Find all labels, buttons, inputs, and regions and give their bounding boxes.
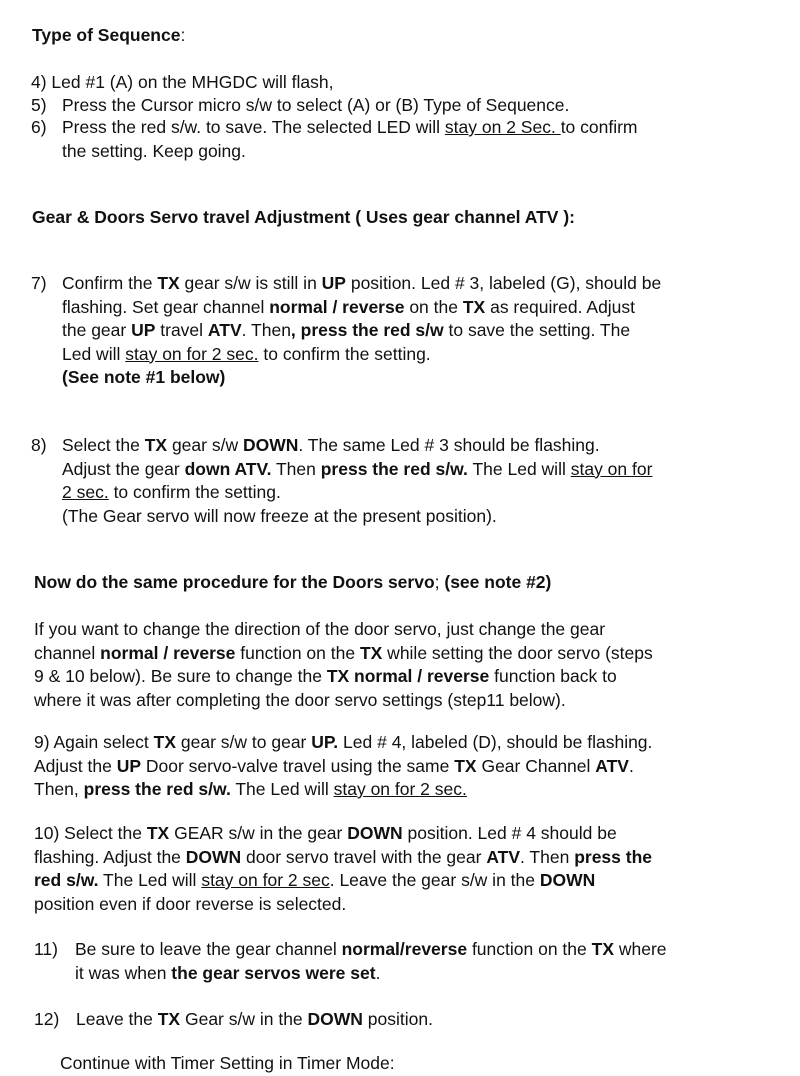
step-number: 12) — [34, 1009, 60, 1029]
continue-note-text: Continue with Timer Setting in Timer Mode: — [60, 1053, 395, 1073]
step-6-text: Press the red s/w. to save. The selected LED will stay on 2 Sec. to confirm the setting. Keep going. — [62, 117, 638, 161]
heading-text: Now do the same procedure for the Doors servo — [34, 572, 435, 592]
continue-note — [60, 1052, 395, 1076]
step-4 — [31, 71, 333, 95]
section-heading-type-of-sequence — [32, 24, 185, 48]
step-8-text: Select the TX gear s/w DOWN. The same Led # 3 should be flashing. Adjust the gear down ATV. Then press the red s/w. The Led will stay on for 2 sec. to confirm the setting. (The Gear servo will now freeze at the present position). — [62, 435, 653, 526]
step-12-text: Leave the TX Gear s/w in the DOWN position. — [76, 1009, 433, 1029]
section-heading-doors-servo: Now do the same procedure for the Doors servo; (see note #2) — [34, 572, 552, 592]
step-number: 11) — [34, 939, 58, 959]
note-reference: (See note #1 below) — [62, 367, 226, 387]
underline-emphasis: stay on for 2 sec. — [333, 779, 467, 799]
step-10: 10) Select the TX GEAR s/w in the gear DOWN position. Led # 4 should be flashing. Adjust the DOWN door servo travel with the gear ATV. Then press the red s/w. The Led will stay on for 2 sec. Leave the gear s/w in the DOWN position even if door reverse is selected. — [34, 823, 652, 914]
door-direction-paragraph: If you want to change the direction of the door servo, just change the gear channel normal / reverse function on the TX while setting the door servo (steps 9 & 10 below). Be sure to change the TX normal / reverse function back to where it was after completing the door servo settings (step11 below). — [34, 619, 653, 710]
heading-text: Type of Sequence — [32, 25, 181, 45]
step-9: 9) Again select TX gear s/w to gear UP. Led # 4, labeled (D), should be flashing. Adjust the UP Door servo-valve travel using the same TX Gear Channel ATV. Then, press the red s/w. The Led will stay on for 2 sec. — [34, 732, 653, 799]
underline-emphasis: stay on 2 Sec. — [444, 117, 561, 137]
underline-emphasis: stay on for — [570, 458, 653, 479]
step-number: 5) — [31, 95, 47, 115]
step-5-text: Press the Cursor micro s/w to select (A) or (B) Type of Sequence. — [62, 95, 570, 115]
underline-emphasis: 2 sec. — [62, 482, 109, 502]
section-heading-gear-doors — [32, 206, 575, 230]
underline-emphasis: stay on for 2 sec. — [125, 343, 259, 364]
step-7 — [31, 272, 661, 390]
step-8 — [31, 434, 652, 528]
note-reference: (see note #2) — [444, 572, 552, 592]
step-5 — [31, 94, 569, 118]
step-number: 8) — [31, 435, 47, 455]
step-6 — [31, 116, 638, 163]
step-11-text: Be sure to leave the gear channel normal/reverse function on the TX where it was when the gear servos were set. — [75, 939, 667, 983]
step-7-text: Confirm the TX gear s/w is still in UP position. Led # 3, labeled (G), should be flashing. Set gear channel normal / reverse on the TX as required. Adjust the gear UP travel ATV. Then, press the red s/w to save the setting. The Led will stay on for 2 sec. to confirm the setting. (See note #1 below) — [62, 273, 662, 387]
heading-text: Gear & Doors Servo travel Adjustment ( Uses gear channel ATV ): — [32, 207, 575, 227]
step-number: 7) — [31, 273, 47, 293]
heading-suffix: : — [180, 25, 186, 45]
step-4-text: 4) Led #1 (A) on the MHGDC will flash, — [31, 72, 334, 92]
step-11 — [34, 938, 667, 985]
step-number: 6) — [31, 117, 47, 137]
step-12 — [34, 1008, 433, 1032]
underline-emphasis: stay on for 2 sec — [201, 870, 330, 890]
